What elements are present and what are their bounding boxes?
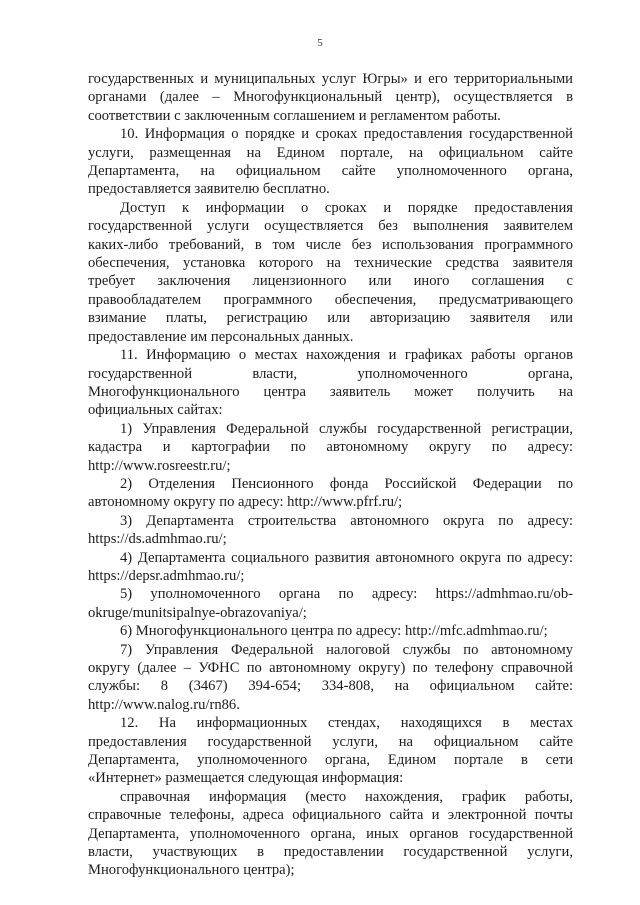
text-line: службы: 8 (3467) 394-654; 334-808, на официальном сайте: — [88, 678, 573, 695]
text-line: 12. На информационных стендах, находящихся в местах — [120, 715, 573, 732]
text-line: 7) Управления Федеральной налоговой службы по автономному — [120, 641, 573, 658]
text-line: 5) уполномоченного органа по адресу: https://admhmao.ru/ob- — [120, 586, 573, 603]
text-line: Доступ к информации о сроках и порядке предоставления — [120, 199, 573, 216]
text-line: Департамента, уполномоченного органа, Едином портале в сети — [88, 752, 573, 769]
text-line: округу (далее – УФНС по автономному округу) по телефону справочной — [88, 660, 573, 676]
text-line: органами (далее – Многофункциональный центр), осуществляется в — [88, 89, 573, 106]
text-line: кадастра и картографии по автономному округу по адресу: — [88, 439, 573, 456]
text-line: требует заключения лицензионного или иного соглашения с — [88, 273, 573, 290]
document-body — [88, 70, 573, 880]
text-line: предоставляется заявителю бесплатно. — [88, 181, 330, 198]
text-line: справочная информация (место нахождения, график работы, — [120, 788, 573, 805]
text-line: Департамента, уполномоченного органа, иных органов государственной — [88, 825, 573, 842]
text-line: обеспечения, установка которого на технические средства заявителя — [88, 255, 573, 272]
text-line: 1) Управления Федеральной службы государственной регистрации, — [120, 420, 573, 437]
text-line: 10. Информация о порядке и сроках предоставления государственной — [120, 126, 573, 143]
text-line: http://www.rosreestr.ru/; — [88, 457, 231, 474]
text-line: каких-либо требований, в том числе без использования программного — [88, 236, 573, 253]
text-line: государственной услуги осуществляется без выполнения заявителем — [88, 218, 573, 235]
text-line: государственных и муниципальных услуг Югры» и его территориальными — [88, 71, 573, 87]
text-line: 3) Департамента строительства автономного округа по адресу: — [120, 512, 573, 529]
text-line: Департамента, на официальном сайте уполномоченного органа, — [88, 163, 573, 180]
text-line: официальных сайтах: — [88, 402, 223, 419]
paragraph — [88, 475, 573, 512]
text-line: http://www.nalog.ru/rn86. — [88, 696, 240, 713]
paragraph — [88, 346, 573, 420]
paragraph — [88, 549, 573, 586]
page-number: 5 — [317, 37, 323, 49]
text-line: 6) Многофункционального центра по адресу: http://mfc.admhmao.ru/; — [120, 623, 548, 640]
paragraph — [88, 622, 573, 640]
text-line: https://depsr.admhmao.ru/; — [88, 567, 245, 584]
text-line: Многофункционального центра заявитель может получить на — [88, 383, 573, 400]
paragraph — [88, 714, 573, 788]
text-line: государственной власти, уполномоченного органа, — [88, 365, 573, 382]
text-line: предоставление им персональных данных. — [88, 328, 354, 345]
text-line: «Интернет» размещается следующая информация: — [88, 770, 404, 787]
paragraph — [88, 125, 573, 199]
text-line: соответствии с заключенным соглашением и регламентом работы. — [88, 107, 501, 124]
paragraph — [88, 199, 573, 346]
text-line: правообладателем программного обеспечения, предусматривающего — [88, 291, 573, 308]
text-line: справочные телефоны, адреса официального сайта и электронной почты — [88, 807, 573, 824]
text-line: предоставления государственной услуги, на официальном сайте — [88, 733, 573, 750]
text-line: услуги, размещенная на Едином портале, на официальном сайте — [88, 144, 573, 161]
text-line: Многофункционального центра); — [88, 862, 295, 879]
text-line: https://ds.admhmao.ru/; — [88, 531, 227, 548]
paragraph — [88, 788, 573, 880]
text-line: okruge/munitsipalnye-obrazovaniya/; — [88, 604, 307, 621]
paragraph — [88, 512, 573, 549]
text-line: 2) Отделения Пенсионного фонда Российской Федерации по — [120, 475, 573, 492]
paragraph — [88, 70, 573, 125]
paragraph — [88, 641, 573, 715]
text-line: автономному округу по адресу: http://www.pfrf.ru/; — [88, 494, 403, 511]
paragraph — [88, 585, 573, 622]
text-line: взимание платы, регистрацию или авторизацию заявителя или — [88, 310, 573, 327]
text-line: 11. Информацию о местах нахождения и графиках работы органов — [120, 347, 573, 364]
text-line: 4) Департамента социального развития автономного округа по адресу: — [120, 549, 573, 566]
paragraph — [88, 420, 573, 475]
text-line: власти, участвующих в предоставлении государственной услуги, — [88, 844, 573, 861]
